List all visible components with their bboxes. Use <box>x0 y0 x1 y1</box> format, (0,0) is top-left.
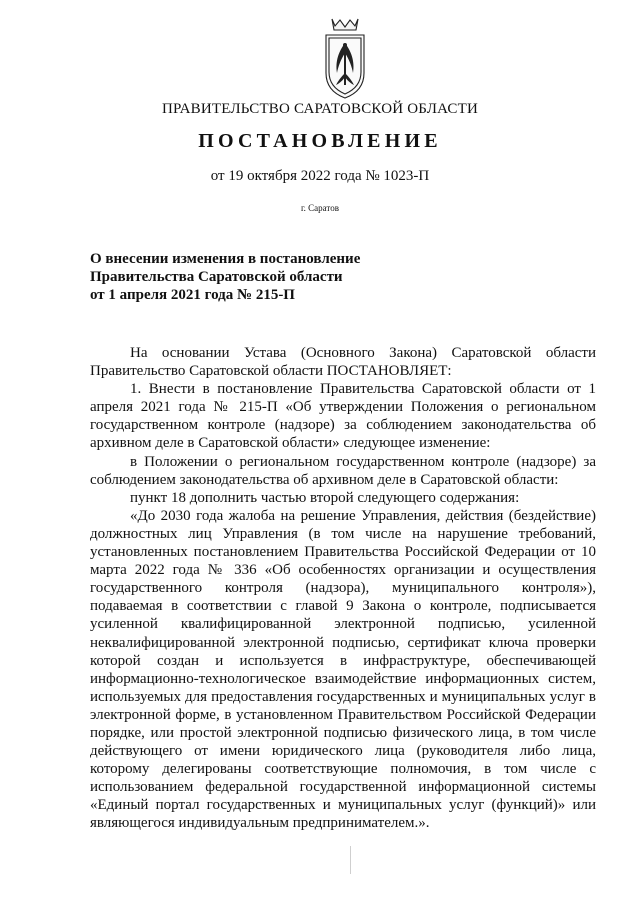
document-type: ПОСТАНОВЛЕНИЕ <box>198 130 442 152</box>
body-paragraph: «До 2030 года жалоба на решение Управления, действия (бездействие) должностных лиц Управления (в том числе на нарушение требований, установленных постановлением Правительства Российской Федерации от 10 марта 2022 года № 336 «Об особенностях организации и осуществления государственного контроля (надзора), муниципального контроля»), подаваемая в соответствии с главой 9 Закона о контроле, подписывается усиленной квалифицированной электронной подписью, усиленной неквалифицированной электронной подписью, сертификат ключа проверки которой создан и используется в инфраструктуре, обеспечивающей информационно-технологическое взаимодействие информационных систем, используемых для предоставления государственных и муниципальных услуг в электронной форме, в установленном Правительством Российской Федерации порядке, или простой электронной подписью физического лица, в том числе действующего от имени юридического лица (руководителя либо лица, которому делегированы соответствующие полномочия, в том числе с использованием федеральной государственной информационной системы «Единый портал государственных и муниципальных услуг (функций)» или являющегося индивидуальным предпринимателем.». <box>90 507 596 832</box>
body-paragraph: пункт 18 дополнить частью второй следующего содержания: <box>130 489 520 506</box>
scan-artifact <box>350 846 351 874</box>
body-paragraph: На основании Устава (Основного Закона) Саратовской области Правительство Саратовской области ПОСТАНОВЛЯЕТ: <box>90 345 596 380</box>
coat-of-arms-icon <box>323 15 367 100</box>
document-date-number: от 19 октября 2022 года № 1023-П <box>210 168 430 184</box>
title-line: О внесении изменения в постановление <box>90 251 361 267</box>
document-title <box>90 250 450 304</box>
body-paragraph: 1. Внести в постановление Правительства Саратовской области от 1 апреля 2021 года № 215-П «Об утверждении Положения о региональном государственном контроле (надзоре) за соблюдением законодательства об архивном деле в Саратовской области» следующее изменение: <box>90 381 596 452</box>
title-line: Правительства Саратовской области <box>90 269 343 285</box>
body-paragraph: в Положении о региональном государственном контроле (надзоре) за соблюдением законодательства об архивном деле в Саратовской области: <box>90 453 596 488</box>
organization-name: ПРАВИТЕЛЬСТВО САРАТОВСКОЙ ОБЛАСТИ <box>161 101 479 117</box>
document-city: г. Саратов <box>301 203 339 213</box>
title-line: от 1 апреля 2021 года № 215-П <box>90 287 295 303</box>
document-body <box>90 344 596 833</box>
